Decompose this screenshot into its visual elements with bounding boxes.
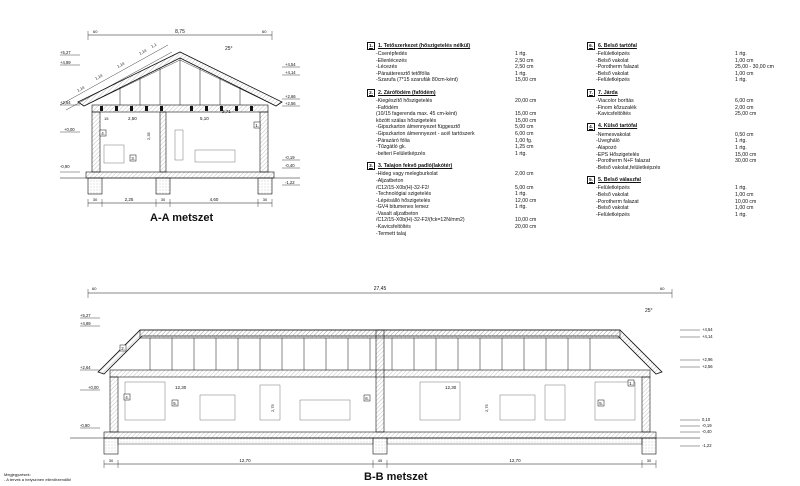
spec-row	[367, 111, 567, 118]
layer-name: -Porotherm N+F falazat	[596, 158, 651, 165]
layer-thickness	[515, 105, 567, 112]
layer-name: -Lécezés	[376, 64, 398, 71]
layer-thickness: 10,00 cm	[515, 217, 537, 224]
svg-text:-0,19: -0,19	[285, 155, 295, 160]
spec-row	[587, 98, 787, 105]
svg-text:60: 60	[92, 286, 97, 291]
layer-thickness: 25,00 - 30,00 cm	[735, 64, 774, 71]
svg-text:25°: 25°	[645, 308, 653, 314]
layer-thickness: 1,00 cm	[735, 70, 754, 77]
svg-text:4,60: 4,60	[209, 197, 219, 202]
spec-group-heading	[587, 42, 787, 50]
spec-row	[587, 138, 787, 145]
spec-row	[367, 211, 567, 218]
svg-text:+2,66: +2,66	[285, 94, 296, 99]
svg-text:30: 30	[262, 197, 268, 202]
svg-text:0,10: 0,10	[702, 417, 711, 422]
layer-thickness: 5,00 cm	[515, 184, 534, 191]
svg-text:+4,14: +4,14	[702, 334, 713, 339]
spec-row	[587, 77, 787, 84]
spec-row	[587, 105, 787, 112]
layer-thickness: 1,00 cm	[735, 191, 754, 198]
layer-name: -Belső vakolat	[596, 57, 629, 64]
layer-thickness: 15,00 cm	[515, 111, 537, 118]
spec-group-heading	[367, 42, 567, 50]
spec-row	[587, 205, 787, 212]
spec-row	[367, 151, 567, 158]
layer-name: -Páraáteresztő tetőfólia	[376, 70, 430, 77]
layer-name: -Termett talaj	[376, 230, 406, 237]
svg-text:+4,89: +4,89	[80, 321, 91, 326]
spec-group-title: 3. Talajon fekvő padló(lakótér)	[378, 163, 453, 170]
svg-text:+5,27: +5,27	[80, 313, 91, 318]
spec-group	[587, 176, 787, 218]
spec-group-heading	[367, 89, 567, 97]
svg-text:5.: 5.	[173, 400, 178, 406]
layer-number-badge: 4.	[587, 123, 595, 131]
spec-group	[587, 89, 787, 118]
layer-name: -Cserépfedés	[376, 51, 408, 57]
svg-text:2.: 2.	[121, 345, 126, 351]
svg-text:-0,19: -0,19	[702, 423, 712, 428]
layer-number-badge: 7.	[587, 89, 595, 97]
svg-text:60: 60	[93, 29, 98, 34]
layer-name: -Felületképzés	[596, 77, 630, 84]
spec-column-2	[587, 42, 787, 223]
spec-row	[367, 58, 567, 65]
svg-text:4.: 4.	[101, 130, 106, 136]
spec-group	[587, 42, 787, 84]
svg-text:+2,56: +2,56	[285, 101, 296, 106]
layer-name: -Aljzatbeton	[376, 177, 404, 184]
layer-name: -Üvegháló	[596, 138, 620, 145]
svg-text:1.: 1.	[629, 380, 634, 386]
svg-text:15: 15	[104, 116, 109, 121]
spec-group-title: 2. Zárófödém (fafödém)	[378, 89, 436, 96]
layer-thickness: 20,00 cm	[515, 224, 537, 231]
layer-thickness: 1 rtg.	[735, 211, 747, 218]
layer-thickness: 12,00 cm	[515, 197, 537, 204]
layer-thickness	[735, 165, 787, 172]
layer-name: -Kiegészítő hőszigetelés	[376, 97, 433, 104]
layer-number-badge: 5.	[587, 176, 595, 184]
layer-thickness: 15,00 cm	[515, 77, 537, 84]
svg-text:1,14: 1,14	[76, 84, 86, 93]
svg-text:-0,40: -0,40	[702, 429, 712, 434]
layer-name: -Nemesvakolat	[596, 131, 631, 138]
layer-thickness: 1,00 cm	[735, 57, 754, 64]
spec-row	[367, 131, 567, 138]
svg-text:+4,89: +4,89	[60, 60, 71, 65]
spec-group-heading	[587, 123, 787, 131]
spec-row	[367, 185, 567, 192]
notes-line: - A tervek a helyszínen ellenőrzendők!	[4, 477, 72, 482]
spec-row	[367, 171, 567, 178]
layer-thickness: 5,00 cm	[515, 124, 534, 131]
layer-name: -Ellenlécezés	[376, 57, 407, 64]
spec-row	[367, 64, 567, 71]
layer-name: -Szarufa (7*15 szarufák 80cm-ként)	[376, 77, 458, 84]
layer-thickness: 15,00 cm	[735, 151, 757, 158]
layer-name: -Felületképzés	[596, 211, 630, 218]
svg-text:1,14: 1,14	[138, 47, 148, 56]
svg-text:45: 45	[377, 458, 383, 463]
layer-thickness: 1 rtg.	[515, 51, 527, 57]
spec-group-heading	[587, 89, 787, 97]
spec-row	[367, 71, 567, 78]
layer-number-badge: 3.	[367, 162, 375, 170]
svg-text:5.: 5.	[599, 400, 604, 406]
svg-text:-1,22: -1,22	[285, 180, 295, 185]
layer-name: -Belső vakolat	[596, 70, 629, 77]
layer-thickness: 0,50 cm	[735, 131, 754, 138]
layer-thickness: 15,00 cm	[515, 117, 537, 124]
layer-thickness: 25,00 cm	[735, 111, 757, 118]
spec-row	[587, 111, 787, 118]
layer-name: -Porotherm falazat	[596, 64, 639, 71]
layer-name: -Gipszkarton álmennyezet függesztő	[376, 124, 461, 131]
layer-name: -Kavicsfeltöltés	[596, 111, 631, 118]
layer-name: -EPS Hőszigetelés	[596, 151, 640, 158]
spec-group-title: 4. Külső tartófal	[598, 123, 638, 130]
layer-name: -Felületképzés	[596, 51, 630, 57]
svg-text:5,10: 5,10	[200, 116, 209, 121]
layer-thickness: 1 rtg.	[735, 185, 747, 192]
spec-row	[367, 124, 567, 131]
layer-name: -Porotherm falazat	[596, 198, 639, 205]
layer-name: (10/15 fagerenda max. 45 cm-ként)	[376, 111, 458, 118]
layer-name: /C12/15-X0b(H)-32-F2/	[376, 184, 430, 191]
svg-text:1,14: 1,14	[94, 72, 104, 81]
svg-text:60: 60	[262, 29, 267, 34]
spec-row	[367, 217, 567, 224]
spec-row	[587, 158, 787, 165]
spec-row	[367, 198, 567, 205]
layer-name: -Fafödém	[376, 104, 399, 111]
spec-row	[367, 224, 567, 231]
layer-thickness: 1 rtg.	[515, 150, 527, 157]
spec-row	[367, 98, 567, 105]
layer-thickness: 2,50 cm	[515, 64, 534, 71]
layer-name: -Párazáró fólia	[376, 137, 410, 144]
layer-thickness: 1,00 fg.	[515, 137, 533, 144]
svg-text:1,14: 1,14	[116, 60, 126, 69]
layer-thickness: 1 rtg.	[515, 191, 527, 198]
svg-text:-0,90: -0,90	[60, 164, 70, 169]
spec-row	[367, 178, 567, 185]
layer-thickness: 1 rtg.	[735, 77, 747, 84]
layer-name: -Viacolor borítás	[596, 97, 634, 104]
notes	[4, 472, 71, 482]
layer-name: -Tűzgátló gk.	[376, 144, 406, 151]
bb-section-title: B-B metszet	[364, 471, 428, 483]
spec-group	[367, 162, 567, 237]
spec-group	[367, 42, 567, 84]
svg-text:60: 60	[660, 286, 665, 291]
layer-name: között szálas hőszigetelés	[376, 117, 437, 124]
svg-text:-0,40: -0,40	[285, 163, 295, 168]
svg-text:-1,22: -1,22	[702, 443, 712, 448]
layer-number-badge: 1.	[367, 42, 375, 50]
layer-thickness: 10,00 cm	[735, 198, 757, 205]
layer-thickness	[515, 178, 567, 185]
svg-text:2,71: 2,71	[222, 109, 231, 114]
layer-name: -GV4 bitumenes lemez	[376, 204, 429, 211]
spec-group-heading	[587, 176, 787, 184]
spec-group-title: 1. Tetőszerkezet (hőszigetelés nélkül)	[378, 42, 471, 49]
spec-row	[587, 132, 787, 139]
spec-row	[367, 191, 567, 198]
svg-text:30: 30	[160, 197, 166, 202]
spec-row	[587, 58, 787, 65]
svg-text:30: 30	[108, 458, 114, 463]
spec-row	[367, 204, 567, 211]
svg-text:6.: 6.	[365, 395, 370, 401]
svg-text:2,25: 2,25	[124, 197, 134, 202]
layer-thickness: 2,00 cm	[515, 171, 534, 178]
layer-thickness: 1 rtg.	[515, 70, 527, 77]
layer-number-badge: 6.	[587, 42, 595, 50]
svg-text:+4,54: +4,54	[285, 62, 296, 67]
svg-text:+4,14: +4,14	[285, 70, 296, 75]
spec-row	[587, 212, 787, 219]
layer-name: -Lépésálló hőszigetelés	[376, 197, 431, 204]
svg-text:12,70: 12,70	[509, 458, 521, 463]
notes-heading: Megjegyzések:	[4, 472, 31, 477]
svg-text:12,30: 12,30	[175, 385, 187, 390]
svg-text:4.: 4.	[125, 394, 130, 400]
layer-name: -Hideg vagy melegburkolat	[376, 171, 438, 178]
spec-row	[367, 51, 567, 58]
layer-thickness: 6,00 cm	[735, 97, 754, 104]
layer-thickness: 1 rtg.	[735, 138, 747, 145]
layer-name: -Kavicsfeltöltés	[376, 224, 411, 231]
layer-thickness: 1 rtg.	[735, 51, 747, 57]
layer-name: -Belső vakolat	[596, 205, 629, 212]
aa-top-dim: 8,75	[175, 29, 185, 35]
svg-text:+5,27: +5,27	[60, 50, 71, 55]
spec-row	[587, 185, 787, 192]
spec-row	[367, 105, 567, 112]
bb-top-dim: 27,45	[373, 286, 387, 292]
spec-group-title: 6. Belső tartófal	[598, 42, 637, 49]
spec-row	[587, 145, 787, 152]
svg-text:1.: 1.	[255, 122, 260, 128]
layer-name: -belteri Felületképzés	[376, 150, 426, 157]
svg-text:+2,64: +2,64	[60, 100, 71, 105]
spec-row	[367, 231, 567, 238]
layer-name: -Vasalt aljzatbeton	[376, 210, 419, 217]
spec-group-title: 7. Járda	[598, 89, 618, 96]
spec-row	[587, 192, 787, 199]
svg-text:-0,90: -0,90	[80, 423, 90, 428]
layer-thickness: 1 rtg.	[515, 204, 527, 211]
svg-text:2,35: 2,35	[146, 132, 151, 140]
spec-group	[367, 89, 567, 157]
layer-thickness: 2,50 cm	[515, 57, 534, 64]
svg-text:+2,96: +2,96	[702, 357, 713, 362]
svg-text:30: 30	[92, 197, 98, 202]
layer-thickness: 30,00 cm	[735, 158, 757, 165]
spec-row	[367, 144, 567, 151]
layer-thickness: 1 rtg.	[735, 144, 747, 151]
spec-row	[587, 51, 787, 58]
spec-row	[367, 118, 567, 125]
spec-group-heading	[367, 162, 567, 170]
layer-name: -Finom kőzuzalék	[596, 104, 637, 111]
spec-row	[587, 71, 787, 78]
spec-row	[367, 77, 567, 84]
spec-group-title: 5. Belső válaszfal	[598, 177, 641, 184]
spec-row	[587, 152, 787, 159]
svg-text:2,75: 2,75	[484, 404, 489, 412]
svg-text:2,50: 2,50	[128, 116, 137, 121]
aa-section-title: A-A metszet	[150, 212, 214, 224]
layer-thickness: 1,25 cm	[515, 144, 534, 151]
layer-thickness	[515, 211, 567, 218]
layer-name: -Technológiai szigetelés	[376, 191, 432, 198]
layer-name: -Alapozó	[596, 144, 617, 151]
svg-text:+2,64: +2,64	[80, 365, 91, 370]
layer-name: -Felületképzés	[596, 185, 630, 192]
svg-text:+4,54: +4,54	[702, 327, 713, 332]
layer-name: -Belső vakolat,felületképzés	[596, 164, 661, 171]
spec-column-1	[367, 42, 567, 242]
svg-text:+0,00: +0,00	[88, 385, 99, 390]
svg-text:3.: 3.	[131, 155, 136, 161]
layer-name: /C12/15-X0b(H)-32-F2/(fck=12N/mm2)	[376, 217, 465, 224]
layer-thickness	[515, 231, 567, 238]
layer-thickness: 2,00 cm	[735, 104, 754, 111]
spec-row	[587, 199, 787, 206]
svg-text:+2,56: +2,56	[702, 364, 713, 369]
svg-text:1,1: 1,1	[150, 41, 158, 49]
spec-row	[367, 138, 567, 145]
layer-name: -Gipszkarton álmennyezet - acél tartószerk	[376, 130, 475, 137]
spec-row	[587, 64, 787, 71]
svg-text:2,75: 2,75	[270, 404, 275, 412]
layer-thickness: 6,00 cm	[515, 130, 534, 137]
layer-name: -Belső vakolat	[596, 191, 629, 198]
svg-text:30: 30	[646, 458, 652, 463]
layer-thickness: 1,00 cm	[735, 205, 754, 212]
spec-group	[587, 123, 787, 172]
svg-text:12,30: 12,30	[445, 385, 457, 390]
svg-text:25°: 25°	[225, 46, 233, 52]
layer-number-badge: 2.	[367, 89, 375, 97]
svg-text:12,70: 12,70	[239, 458, 251, 463]
layer-thickness: 20,00 cm	[515, 97, 537, 104]
spec-row	[587, 165, 787, 172]
svg-text:+0,00: +0,00	[64, 127, 75, 132]
